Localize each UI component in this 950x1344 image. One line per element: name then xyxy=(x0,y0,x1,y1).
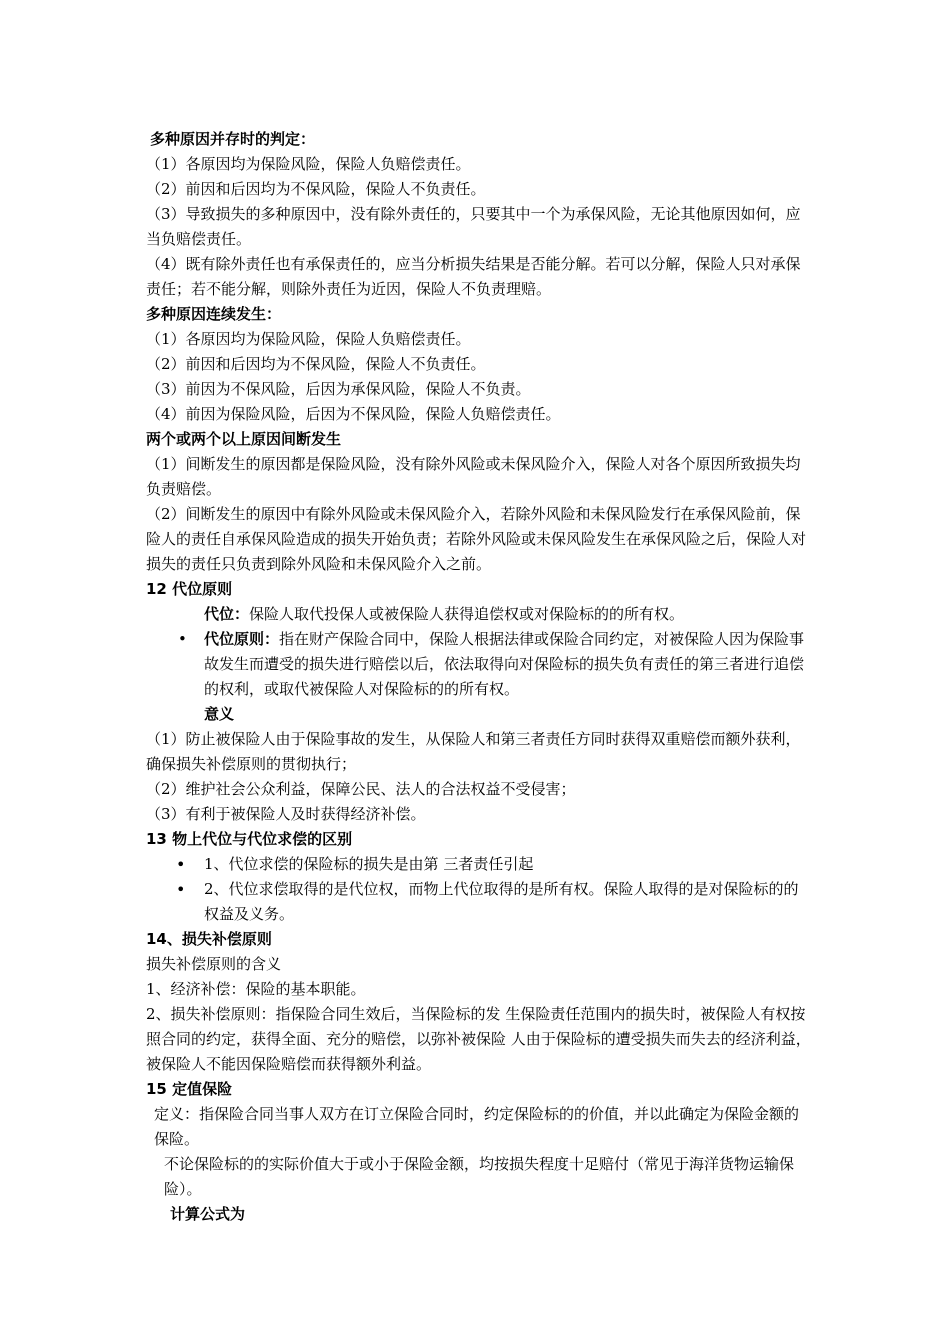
definition-label: 代位： xyxy=(204,605,250,623)
bullet-subrogation-principle xyxy=(146,627,812,702)
definition-text: 保险人取代投保人或被保险人获得追偿权或对保险标的的所有权。 xyxy=(249,605,685,623)
list-item-text: 1、代位求偿的保险标的损失是由第 三者责任引起 xyxy=(204,855,534,873)
paragraph: （2）维护社会公众利益，保障公民、法人的合法权益不受侵害； xyxy=(146,780,576,798)
heading-indemnity-principle: 14、损失补偿原则 xyxy=(146,930,272,948)
paragraph-definition: 定义：指保险合同当事人双方在订立保险合同时，约定保险标的的价值，并以此确定为保险金额的保险。 xyxy=(154,1105,800,1148)
bullet-marker: • xyxy=(178,630,187,648)
principle-text: 指在财产保险合同中，保险人根据法律或保险合同约定，对被保险人因为保险事故发生而遭受的损失进行赔偿以后，依法取得向对保险标的损失负有责任的第三者进行追偿的权利，或取代被保险人对保险标的的所有权。 xyxy=(204,630,805,698)
heading-intermittent-causes: 两个或两个以上原因间断发生 xyxy=(146,430,342,448)
paragraph: 2、损失补偿原则：指保险合同生效后，当保险标的发 生保险责任范围内的损失时，被保险人有权按照合同的约定，获得全面、充分的赔偿，以弥补被保险 人由于保险标的遭受损失而失去的经济利益，被保险人不能因保险赔偿而获得额外利益。 xyxy=(146,1005,811,1073)
paragraph: （1）各原因均为保险风险，保险人负赔偿责任。 xyxy=(146,155,471,173)
bullet-marker: • xyxy=(176,855,186,874)
paragraph: （3）有利于被保险人及时获得经济补偿。 xyxy=(146,805,426,823)
paragraph: （2）间断发生的原因中有除外风险或未保风险介入，若除外风险和未保风险发行在承保风险前，保险人的责任自承保风险造成的损失开始负责；若除外风险或未保风险发生在承保风险之后，保险人对损失的责任只负责到除外风险和未保风险介入之前。 xyxy=(146,505,807,573)
heading-consecutive-causes: 多种原因连续发生： xyxy=(146,305,282,323)
heading-formula: 计算公式为 xyxy=(170,1205,246,1223)
heading-meaning: 意义 xyxy=(204,705,235,723)
paragraph: （4）既有除外责任也有承保责任的，应当分析损失结果是否能分解。若可以分解，保险人只对承保责任；若不能分解，则除外责任为近因，保险人不负责理赔。 xyxy=(146,255,801,298)
list-item-text: 2、代位求偿取得的是代位权，而物上代位取得的是所有权。保险人取得的是对保险标的的权益及义务。 xyxy=(204,880,799,923)
paragraph: 1、经济补偿：保险的基本职能。 xyxy=(146,980,366,998)
principle-label: 代位原则： xyxy=(204,630,280,648)
subheading: 损失补偿原则的含义 xyxy=(146,955,282,973)
paragraph: （4）前因为保险风险，后因为不保风险，保险人负赔偿责任。 xyxy=(146,405,561,423)
paragraph: （1）防止被保险人由于保险事故的发生，从保险人和第三者责任方同时获得双重赔偿而额外获利，确保损失补偿原则的贯彻执行； xyxy=(146,730,801,773)
paragraph: （2）前因和后因均为不保风险，保险人不负责任。 xyxy=(146,355,486,373)
bullet-marker: • xyxy=(176,880,186,899)
heading-coexisting-causes: 多种原因并存时的判定： xyxy=(150,130,316,148)
list-item xyxy=(146,877,812,927)
heading-valued-insurance: 15 定值保险 xyxy=(146,1080,233,1098)
heading-subrogation-difference: 13 物上代位与代位求偿的区别 xyxy=(146,830,353,848)
paragraph-note: 不论保险标的的实际价值大于或小于保险金额，均按损失程度十足赔付（常见于海洋货物运输保险）。 xyxy=(164,1155,795,1198)
paragraph: （3）导致损失的多种原因中，没有除外责任的，只要其中一个为承保风险，无论其他原因如何，应当负赔偿责任。 xyxy=(146,205,801,248)
paragraph: （1）各原因均为保险风险，保险人负赔偿责任。 xyxy=(146,330,471,348)
paragraph: （2）前因和后因均为不保风险，保险人不负责任。 xyxy=(146,180,486,198)
heading-subrogation-principle: 12 代位原则 xyxy=(146,580,233,598)
paragraph: （3）前因为不保风险，后因为承保风险，保险人不负责。 xyxy=(146,380,531,398)
paragraph: （1）间断发生的原因都是保险风险，没有除外风险或未保风险介入，保险人对各个原因所致损失均负责赔偿。 xyxy=(146,455,801,498)
definition-subrogation xyxy=(146,602,812,627)
document-body xyxy=(146,127,812,1227)
list-item xyxy=(146,852,812,877)
